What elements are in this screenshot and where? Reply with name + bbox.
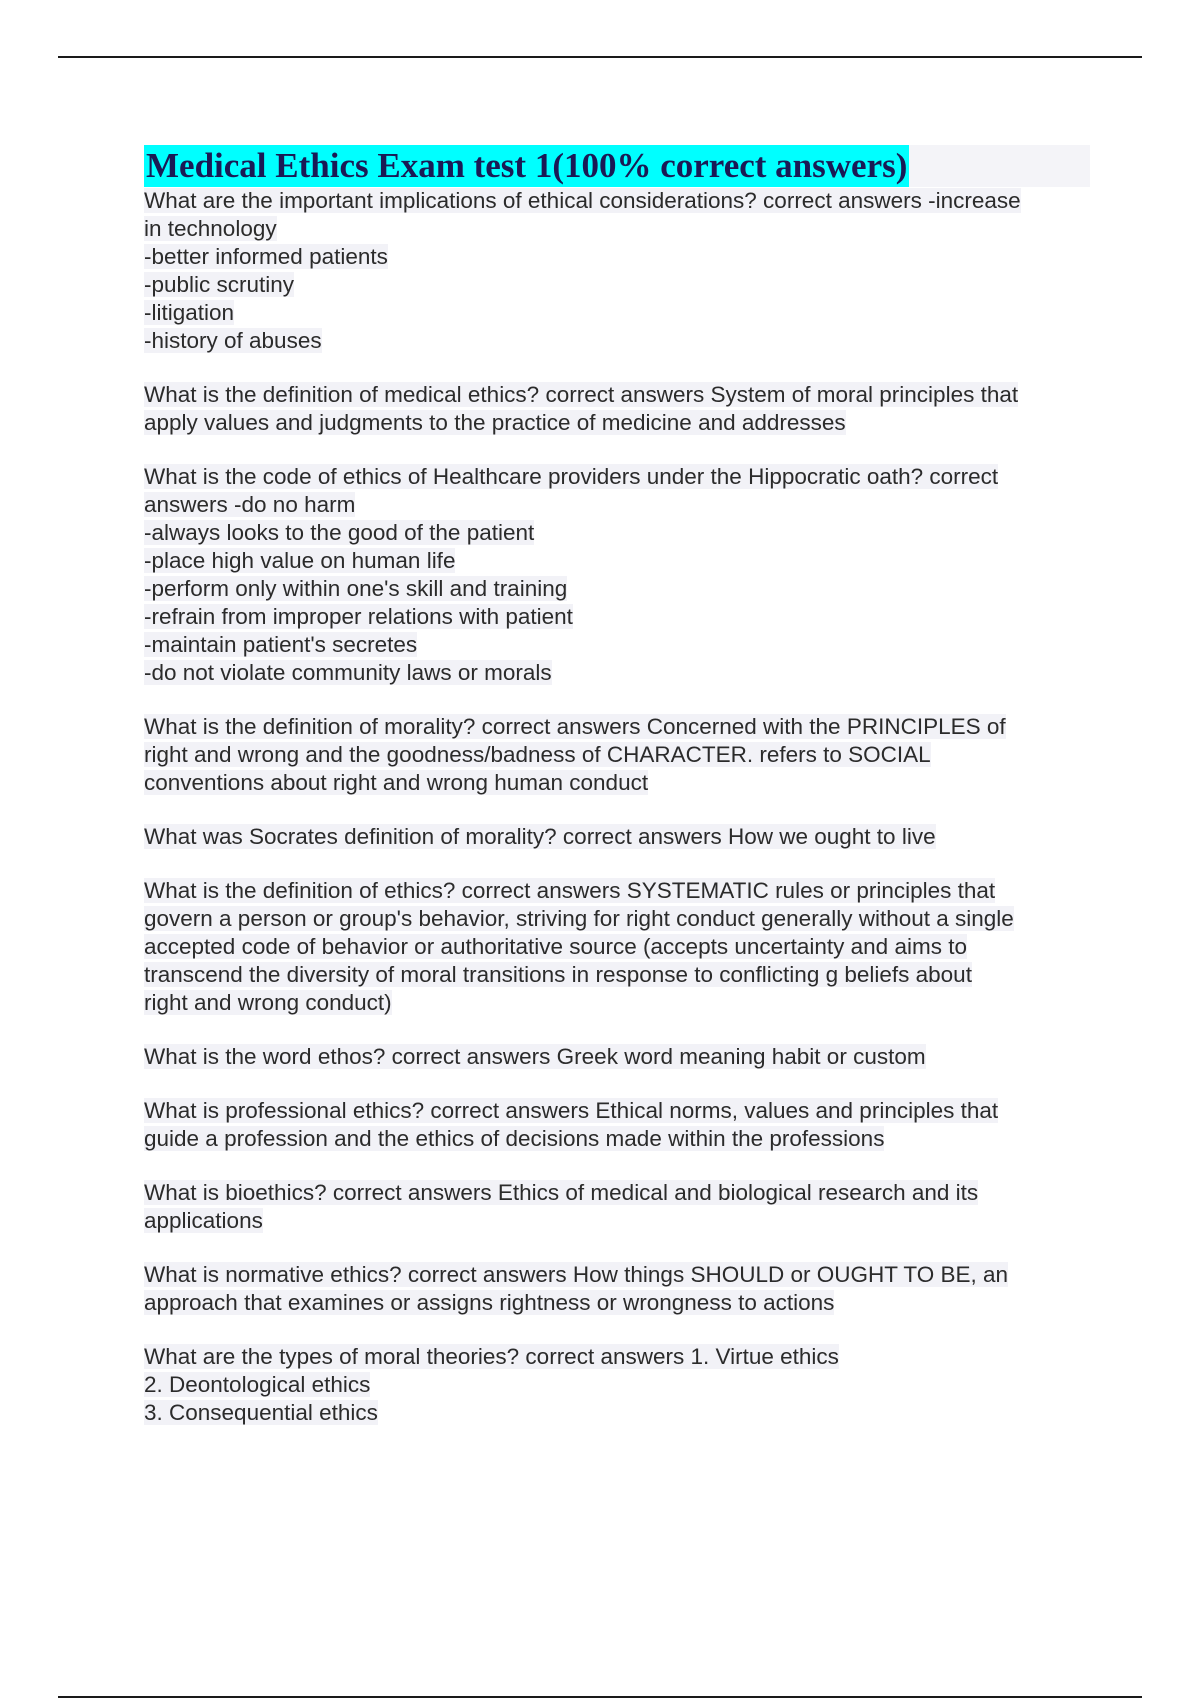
qa-line-text: govern a person or group's behavior, striving for right conduct generally without a single xyxy=(144,906,1014,931)
qa-item xyxy=(144,463,1090,687)
qa-line-text: -history of abuses xyxy=(144,328,322,353)
bottom-rule xyxy=(58,1696,1142,1698)
qa-line-text: in technology xyxy=(144,216,277,241)
qa-line-text: right and wrong conduct) xyxy=(144,990,392,1015)
qa-line-text: What is the definition of medical ethics? correct answers System of moral principles that xyxy=(144,382,1019,407)
qa-item xyxy=(144,1179,1090,1235)
qa-line-text: What is the word ethos? correct answers Greek word meaning habit or custom xyxy=(144,1044,926,1069)
qa-line xyxy=(144,243,1090,271)
qa-line xyxy=(144,327,1090,355)
qa-line-text: What is the code of ethics of Healthcare providers under the Hippocratic oath? correct xyxy=(144,464,999,489)
qa-line xyxy=(144,989,1090,1017)
qa-line-text: 3. Consequential ethics xyxy=(144,1400,378,1425)
qa-line-text: transcend the diversity of moral transitions in response to conflicting g beliefs about xyxy=(144,962,972,987)
qa-line-text: What was Socrates definition of morality? correct answers How we ought to live xyxy=(144,824,936,849)
document-title: Medical Ethics Exam test 1(100% correct answers) xyxy=(146,146,908,185)
qa-line xyxy=(144,1097,1090,1125)
qa-line-text: -place high value on human life xyxy=(144,548,456,573)
qa-line xyxy=(144,1125,1090,1153)
qa-item xyxy=(144,1043,1090,1071)
qa-line xyxy=(144,519,1090,547)
qa-line xyxy=(144,187,1090,215)
qa-line-text: guide a profession and the ethics of decisions made within the professions xyxy=(144,1126,885,1151)
qa-line-text: approach that examines or assigns rightness or wrongness to actions xyxy=(144,1290,835,1315)
qa-line-text: -refrain from improper relations with patient xyxy=(144,604,573,629)
qa-line xyxy=(144,741,1090,769)
qa-line-text: apply values and judgments to the practice of medicine and addresses xyxy=(144,410,846,435)
qa-item xyxy=(144,381,1090,437)
qa-line xyxy=(144,769,1090,797)
qa-line-text: -litigation xyxy=(144,300,235,325)
qa-line xyxy=(144,1343,1090,1371)
qa-line-text: -public scrutiny xyxy=(144,272,295,297)
qa-line-text: -perform only within one's skill and training xyxy=(144,576,568,601)
qa-line-text: accepted code of behavior or authoritative source (accepts uncertainty and aims to xyxy=(144,934,967,959)
qa-line-text: -maintain patient's secretes xyxy=(144,632,418,657)
qa-line-text: 2. Deontological ethics xyxy=(144,1372,371,1397)
qa-line xyxy=(144,659,1090,687)
qa-line xyxy=(144,271,1090,299)
qa-line xyxy=(144,1043,1090,1071)
qa-line-text: -always looks to the good of the patient xyxy=(144,520,535,545)
qa-line xyxy=(144,381,1090,409)
qa-line xyxy=(144,1261,1090,1289)
qa-line-text: conventions about right and wrong human conduct xyxy=(144,770,649,795)
qa-item xyxy=(144,1343,1090,1427)
qa-line xyxy=(144,491,1090,519)
qa-line-text: What is normative ethics? correct answers How things SHOULD or OUGHT TO BE, an xyxy=(144,1262,1009,1287)
qa-line xyxy=(144,933,1090,961)
qa-line-text: What are the important implications of ethical considerations? correct answers -increase xyxy=(144,188,1021,213)
qa-item xyxy=(144,823,1090,851)
qa-line-text: What are the types of moral theories? correct answers 1. Virtue ethics xyxy=(144,1344,839,1369)
document-body xyxy=(144,145,1090,1453)
qa-line-text: What is professional ethics? correct answers Ethical norms, values and principles that xyxy=(144,1098,999,1123)
qa-item xyxy=(144,877,1090,1017)
qa-item xyxy=(144,713,1090,797)
qa-line xyxy=(144,299,1090,327)
qa-line xyxy=(144,961,1090,989)
qa-line xyxy=(144,905,1090,933)
qa-list xyxy=(144,187,1090,1427)
qa-line xyxy=(144,823,1090,851)
title-row xyxy=(144,145,1090,187)
qa-line xyxy=(144,463,1090,491)
qa-item xyxy=(144,1261,1090,1317)
qa-line xyxy=(144,409,1090,437)
qa-line-text: applications xyxy=(144,1208,263,1233)
qa-line xyxy=(144,1207,1090,1235)
qa-line xyxy=(144,603,1090,631)
qa-line xyxy=(144,1289,1090,1317)
qa-line-text: What is bioethics? correct answers Ethics of medical and biological research and its xyxy=(144,1180,979,1205)
qa-line-text: What is the definition of ethics? correct answers SYSTEMATIC rules or principles that xyxy=(144,878,996,903)
qa-line xyxy=(144,631,1090,659)
top-rule xyxy=(58,56,1142,58)
qa-line-text: -better informed patients xyxy=(144,244,388,269)
qa-line xyxy=(144,713,1090,741)
qa-line xyxy=(144,1371,1090,1399)
qa-line xyxy=(144,1399,1090,1427)
qa-line xyxy=(144,1179,1090,1207)
qa-line-text: right and wrong and the goodness/badness of CHARACTER. refers to SOCIAL xyxy=(144,742,931,767)
qa-line xyxy=(144,877,1090,905)
qa-item xyxy=(144,1097,1090,1153)
qa-line-text: -do not violate community laws or morals xyxy=(144,660,552,685)
qa-line-text: answers -do no harm xyxy=(144,492,356,517)
qa-item xyxy=(144,187,1090,355)
qa-line xyxy=(144,575,1090,603)
qa-line-text: What is the definition of morality? correct answers Concerned with the PRINCIPLES of xyxy=(144,714,1006,739)
qa-line xyxy=(144,547,1090,575)
qa-line xyxy=(144,215,1090,243)
